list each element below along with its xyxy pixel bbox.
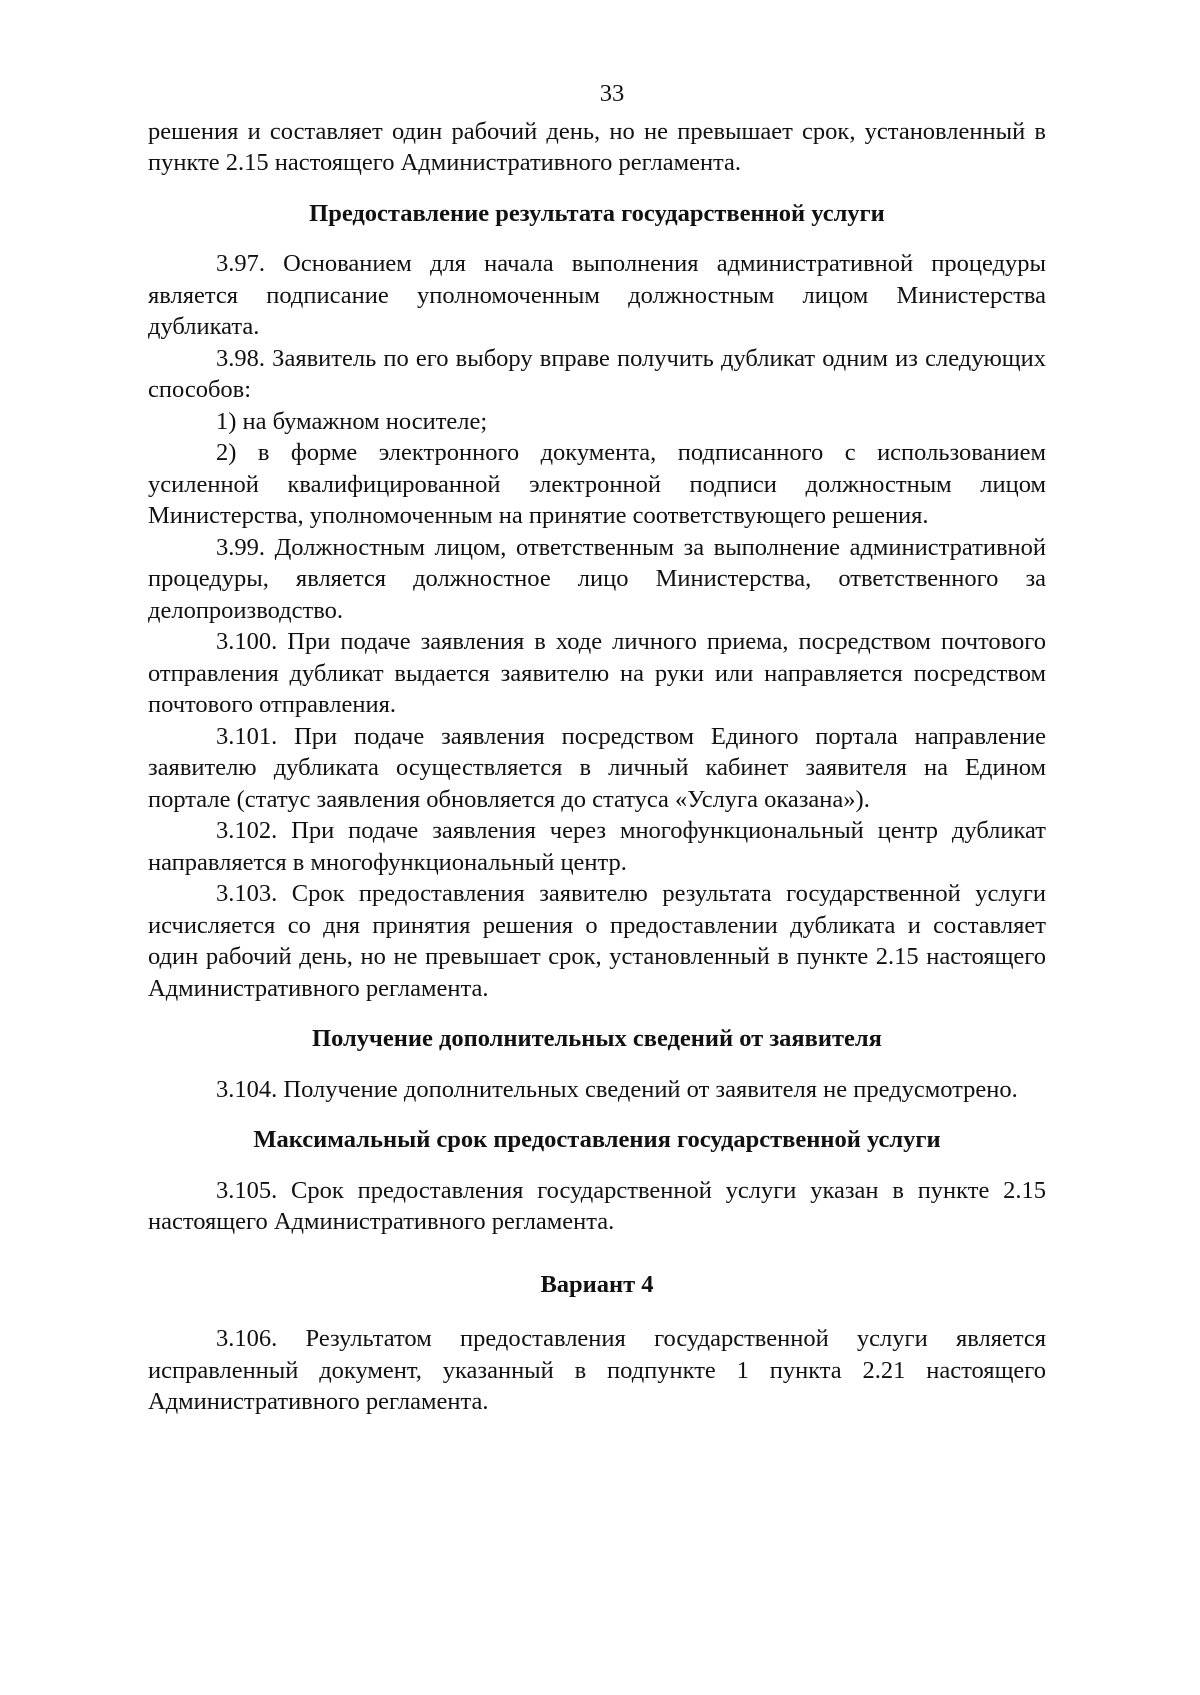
document-page [148, 78, 1046, 1418]
paragraph-3-101: 3.101. При подаче заявления посредством Единого портала направление заявителю дубликата осуществляется в личный кабинет заявителя на Едином портале (статус заявления обновляется до статуса «Услуга оказана»). [148, 722, 1046, 813]
section-heading-variant-4: Вариант 4 [540, 1270, 654, 1298]
paragraph-3-102: 3.102. При подаче заявления через многофункциональный центр дубликат направляется в многофункциональный центр. [148, 817, 1046, 876]
paragraph-3-97: 3.97. Основанием для начала выполнения административной процедуры является подписание уполномоченным должностным лицом Министерства дубликата. [148, 250, 1046, 340]
list-item-electronic: 2) в форме электронного документа, подписанного с использованием усиленной квалифицированной электронной подписи должностным лицом Министерства, уполномоченным на принятие соответствующего решения. [148, 439, 1046, 529]
paragraph-3-103: 3.103. Срок предоставления заявителю результата государственной услуги исчисляется со дня принятия решения о предоставлении дубликата и составляет один рабочий день, но не превышает срок, установленный в пункте 2.15 настоящего Административного регламента. [148, 880, 1046, 1002]
section-heading-additional-info: Получение дополнительных сведений от заявителя [312, 1025, 882, 1052]
page-number: 33 [599, 80, 625, 107]
paragraph-intro: решения и составляет один рабочий день, но не превышает срок, установленный в пункте 2.15 настоящего Административного регламента. [148, 117, 1046, 176]
paragraph-3-99: 3.99. Должностным лицом, ответственным за выполнение административной процедуры, является должностное лицо Министерства, ответственного за делопроизводство. [148, 533, 1046, 624]
paragraph-3-104: 3.104. Получение дополнительных сведений от заявителя не предусмотрено. [216, 1075, 1018, 1103]
list-item-paper: 1) на бумажном носителе; [216, 407, 488, 435]
paragraph-3-98: 3.98. Заявитель по его выбору вправе получить дубликат одним из следующих способов: [148, 344, 1046, 403]
paragraph-3-106: 3.106. Результатом предоставления государственной услуги является исправленный документ, указанный в подпункте 1 пункта 2.21 настоящего Административного регламента. [148, 1325, 1046, 1415]
section-heading-max-term: Максимальный срок предоставления государственной услуги [253, 1126, 941, 1153]
section-heading-result-delivery: Предоставление результата государственной услуги [309, 199, 885, 227]
paragraph-3-100: 3.100. При подаче заявления в ходе личного приема, посредством почтового отправления дубликат выдается заявителю на руки или направляется посредством почтового отправления. [148, 628, 1046, 718]
paragraph-3-105: 3.105. Срок предоставления государственной услуги указан в пункте 2.15 настоящего Административного регламента. [148, 1176, 1046, 1235]
